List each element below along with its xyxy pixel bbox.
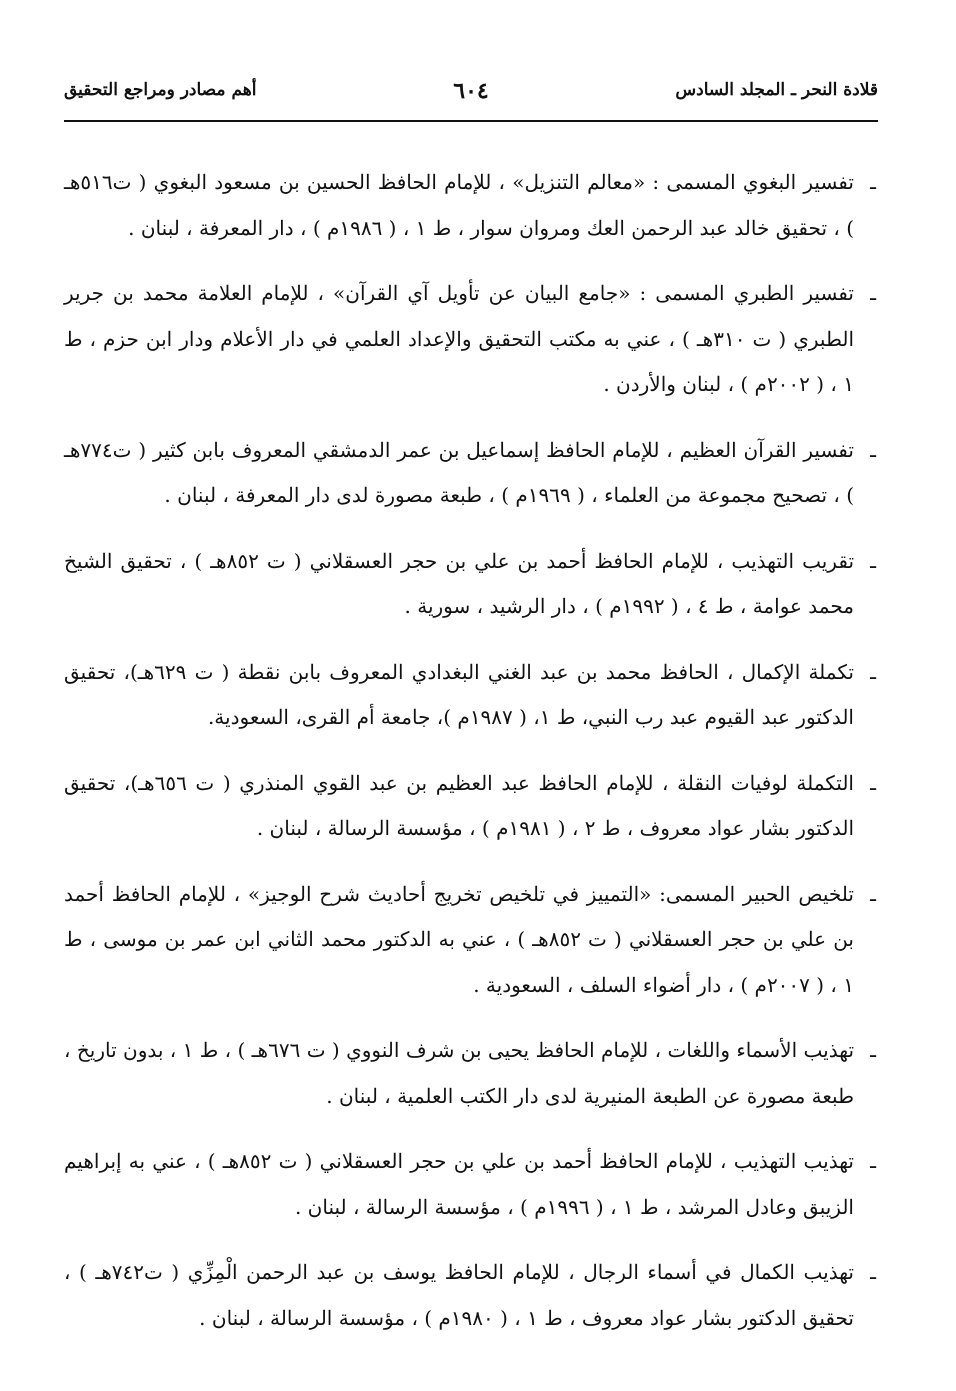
entry-marker: ـ [870, 1260, 876, 1284]
entry-marker: ـ [870, 881, 876, 906]
bibliography-entry [64, 271, 878, 408]
entry-text: تكملة الإكمال ، الحافظ محمد بن عبد الغني البغدادي المعروف بابن نقطة ( ت ٦٢٩هـ)، تحقيق الدكتور عبد القيوم عبد رب النبي، ط ١، ( ١٩٨٧م )، جامعة أم القرى، السعودية. [64, 659, 854, 729]
bibliography-list [64, 140, 878, 1347]
entry-text: تفسير الطبري المسمى : «جامع البيان عن تأويل آي القرآن» ، للإمام العلامة محمد بن جرير الطبري ( ت ٣١٠هـ ) ، عني به مكتب التحقيق والإعداد العلمي في دار الأعلام ودار ابن حزم ، ط ١ ، ( ٢٠٠٢م ) ، لبنان والأردن . [64, 281, 855, 396]
bibliography-entry [64, 160, 878, 251]
entry-marker: ـ [870, 770, 876, 795]
entry-marker: ـ [870, 659, 876, 684]
entry-text: تقريب التهذيب ، للإمام الحافظ أحمد بن علي بن حجر العسقلاني ( ت ٨٥٢هـ ) ، تحقيق الشيخ محمد عوامة ، ط ٤ ، ( ١٩٩٢م ) ، دار الرشيد ، سورية . [64, 548, 855, 618]
entry-marker: ـ [870, 437, 876, 462]
bibliography-entry [64, 428, 878, 519]
entry-marker: ـ [870, 548, 876, 573]
bibliography-entry [64, 650, 878, 741]
entry-marker: ـ [870, 1038, 876, 1062]
entry-text: تهذيب التهذيب ، للإمام الحافظ أحمد بن علي بن حجر العسقلاني ( ت ٨٥٢هـ ) ، عني به إبراهيم الزيبق وعادل المرشد ، ط ١ ، ( ١٩٩٦م ) ، مؤسسة الرسالة ، لبنان . [64, 1149, 854, 1219]
entry-marker: ـ [870, 281, 876, 305]
entry-text: تهذيب الأسماء واللغات ، للإمام الحافظ يحيى بن شرف النووي ( ت ٦٧٦هـ ) ، ط ١ ، بدون تاريخ ، طبعة مصورة عن الطبعة المنيرية لدى دار الكتب العلمية ، لبنان . [64, 1038, 855, 1108]
bibliography-entry [64, 539, 878, 630]
page-number: ٦٠٤ [453, 78, 489, 104]
bibliography-entry [64, 1250, 878, 1341]
entry-text: تهذيب الكمال في أسماء الرجال ، للإمام الحافظ يوسف بن عبد الرحمن الْمِزِّي ( ت٧٤٢هـ ) ، تحقيق الدكتور بشار عواد معروف ، ط ١ ، ( ١٩٨٠م ) ، مؤسسة الرسالة ، لبنان . [64, 1260, 854, 1330]
entry-text: تفسير البغوي المسمى : «معالم التنزيل» ، للإمام الحافظ الحسين بن مسعود البغوي ( ت٥١٦هـ ) ، تحقيق خالد عبد الرحمن العك ومروان سوار ، ط ١ ، ( ١٩٨٦م ) ، دار المعرفة ، لبنان . [64, 170, 854, 240]
entry-text: تفسير القرآن العظيم ، للإمام الحافظ إسماعيل بن عمر الدمشقي المعروف بابن كثير ( ت٧٧٤هـ ) ، تصحيح مجموعة من العلماء ، ( ١٩٦٩م ) ، طبعة مصورة لدى دار المعرفة ، لبنان . [64, 437, 854, 507]
entry-text: تلخيص الحبير المسمى: «التمييز في تلخيص تخريج أحاديث شرح الوجيز» ، للإمام الحافظ أحمد بن علي بن حجر العسقلاني ( ت ٨٥٢هـ ) ، عني به الدكتور محمد الثاني ابن عمر بن موسى ، ط ١ ، ( ٢٠٠٧م ) ، دار أضواء السلف ، السعودية . [64, 881, 854, 997]
section-title: أهم مصادر ومراجع التحقيق [64, 80, 257, 100]
bibliography-entry [64, 1139, 878, 1230]
book-title: قلادة النحر ـ المجلد السادس [675, 80, 878, 100]
running-header [64, 80, 878, 116]
entry-marker: ـ [870, 170, 876, 194]
bibliography-entry [64, 872, 878, 1009]
bibliography-entry [64, 761, 878, 852]
entry-marker: ـ [870, 1149, 876, 1173]
header-divider [64, 120, 878, 122]
entry-text: التكملة لوفيات النقلة ، للإمام الحافظ عبد العظيم بن عبد القوي المنذري ( ت ٦٥٦هـ)، تحقيق الدكتور بشار عواد معروف ، ط ٢ ، ( ١٩٨١م ) ، مؤسسة الرسالة ، لبنان . [64, 770, 854, 840]
bibliography-entry [64, 1028, 878, 1119]
